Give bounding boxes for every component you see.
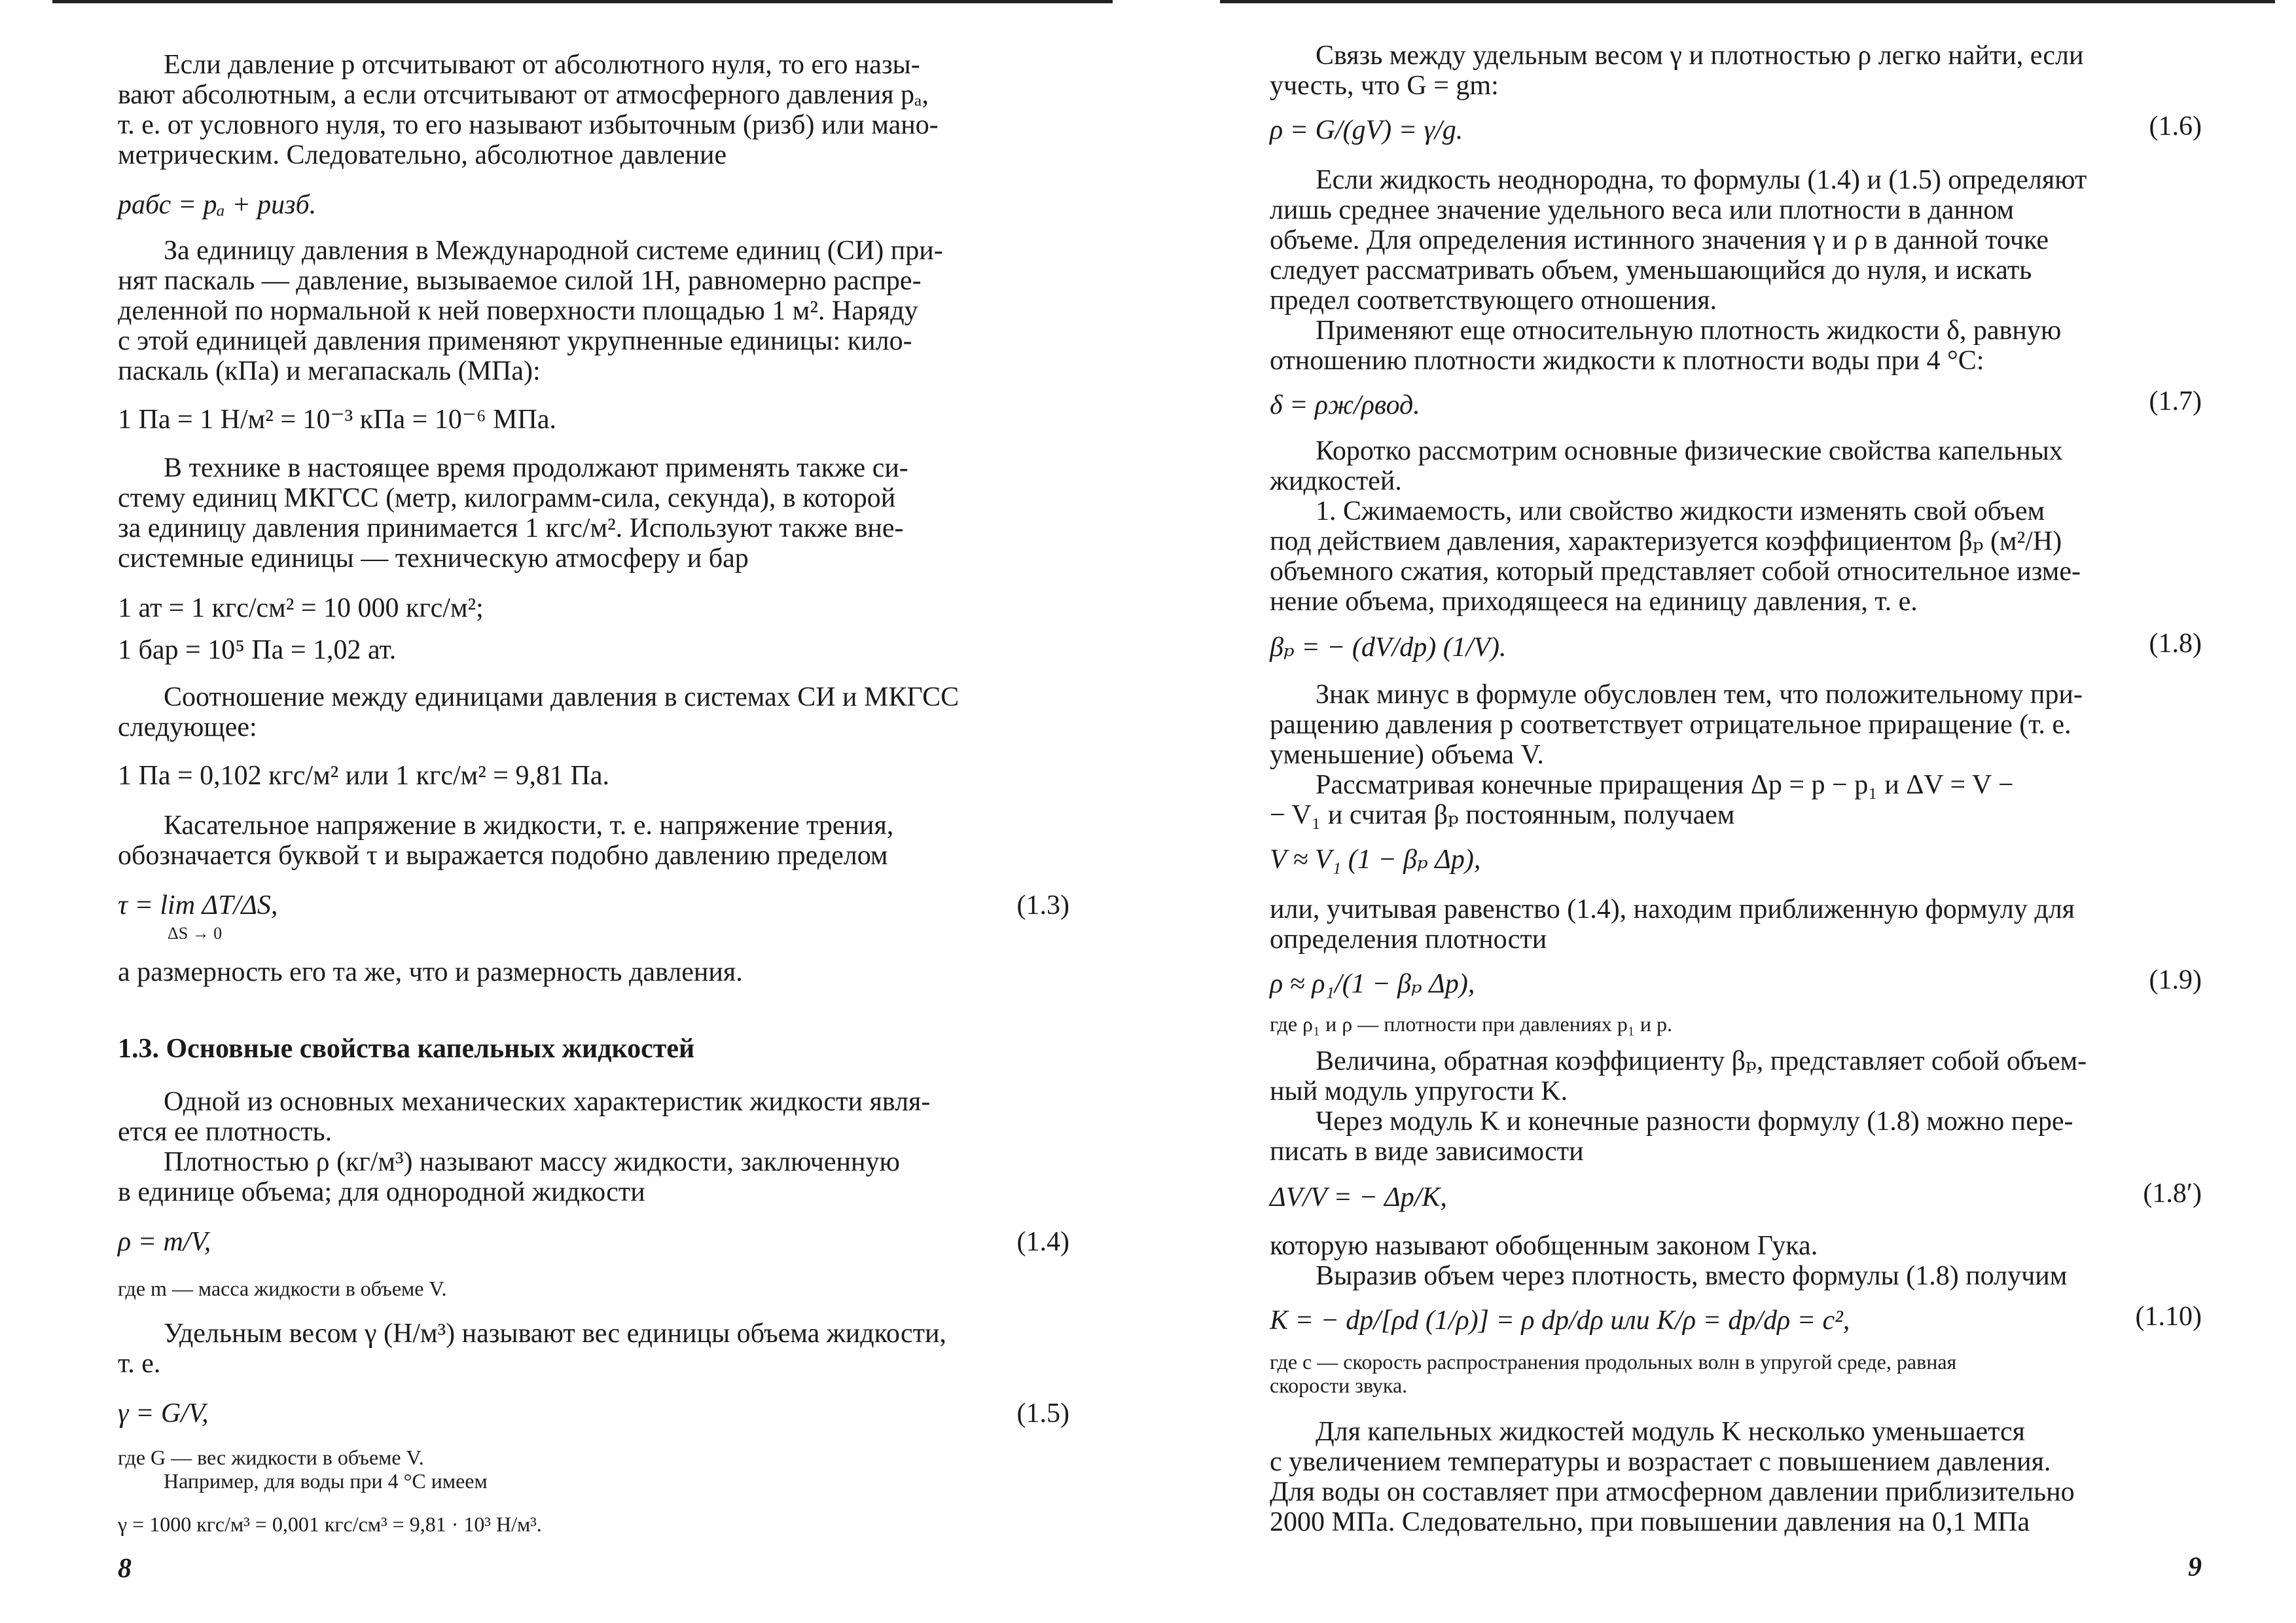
formula-line: pабс = pₐ + pизб. bbox=[118, 190, 317, 220]
equation-1-4: ρ = m/V, bbox=[118, 1227, 211, 1257]
text-line: Касательное напряжение в жидкости, т. е. напряжение трения, bbox=[164, 811, 894, 841]
text-line: Плотностью ρ (кг/м³) называют массу жидкости, заключенную bbox=[164, 1147, 900, 1177]
text-line: т. е. bbox=[118, 1349, 161, 1379]
text-line: − V₁ и считая βₚ постоянным, получаем bbox=[1270, 800, 1735, 830]
text-line: писать в виде зависимости bbox=[1270, 1137, 1584, 1167]
equation-1-3: τ = lim ΔT/ΔS, bbox=[118, 890, 278, 921]
footnote-line: где ρ₁ и ρ — плотности при давлениях p₁ и p. bbox=[1270, 1012, 1672, 1036]
text-line: Соотношение между единицами давления в системах СИ и МКГСС bbox=[164, 682, 960, 712]
equation-1-5: γ = G/V, bbox=[118, 1398, 209, 1429]
text-line: Знак минус в формуле обусловлен тем, что положительному при- bbox=[1316, 680, 2083, 710]
equation-number: (1.6) bbox=[2149, 111, 2202, 141]
text-line: а размерность его та же, что и размерность давления. bbox=[118, 957, 743, 987]
top-rule bbox=[1220, 0, 2275, 3]
footnote-line: γ = 1000 кгс/м³ = 0,001 кгс/см³ = 9,81 · 10³ Н/м³. bbox=[118, 1512, 542, 1536]
equation-1-7: δ = ρж/ρвод. bbox=[1270, 390, 1420, 420]
text-line: Одной из основных механических характеристик жидкости явля- bbox=[164, 1087, 931, 1117]
text-line: нят паскаль — давление, вызываемое силой 1Н, равномерно распре- bbox=[118, 266, 922, 296]
text-line: Рассматривая конечные приращения Δp = p − p₁ и ΔV = V − bbox=[1316, 770, 2014, 800]
top-rule bbox=[52, 0, 1113, 3]
text-line: т. е. от условного нуля, то его называют избыточным (pизб) или мано- bbox=[118, 110, 939, 140]
formula-line: 1 ат = 1 кгс/см² = 10 000 кгс/м²; bbox=[118, 593, 484, 623]
text-line: ращению давления p соответствует отрицательное приращение (т. е. bbox=[1270, 710, 2072, 740]
text-line: Для капельных жидкостей модуль K несколько уменьшается bbox=[1316, 1417, 2026, 1447]
text-line: отношению плотности жидкости к плотности воды при 4 °C: bbox=[1270, 346, 1984, 376]
text-line: Удельным весом γ (Н/м³) называют вес единицы объема жидкости, bbox=[164, 1319, 946, 1349]
text-line: с увеличением температуры и возрастает с повышением давления. bbox=[1270, 1447, 2051, 1477]
page-number: 9 bbox=[2188, 1552, 2202, 1582]
text-line: которую называют обобщенным законом Гука. bbox=[1270, 1231, 1818, 1261]
equation-number: (1.4) bbox=[1016, 1227, 1069, 1257]
text-line: паскаль (кПа) и мегапаскаль (МПа): bbox=[118, 356, 541, 386]
equation-number: (1.8′) bbox=[2143, 1178, 2202, 1209]
text-line: жидкостей. bbox=[1270, 466, 1402, 496]
equation-1-8: βₚ = − (dV/dp) (1/V). bbox=[1270, 632, 1507, 663]
text-line: деленной по нормальной к ней поверхности площадью 1 м². Наряду bbox=[118, 296, 918, 326]
limit-subscript: ΔS → 0 bbox=[168, 924, 223, 943]
text-line: лишь среднее значение удельного веса или плотности в данном bbox=[1270, 195, 2015, 225]
text-line: вают абсолютным, а если отсчитывают от атмосферного давления pₐ, bbox=[118, 80, 929, 110]
text-line: ный модуль упругости K. bbox=[1270, 1076, 1568, 1106]
text-line: Если давление p отсчитывают от абсолютного нуля, то его назы- bbox=[164, 50, 920, 80]
text-line: или, учитывая равенство (1.4), находим приближенную формулу для bbox=[1270, 894, 2075, 924]
equation-v-approx: V ≈ V₁ (1 − βₚ Δp), bbox=[1270, 845, 1481, 875]
text-line: обозначается буквой τ и выражается подобно давлению пределом bbox=[118, 841, 888, 871]
equation-number: (1.10) bbox=[2135, 1302, 2202, 1332]
page-number: 8 bbox=[118, 1554, 132, 1584]
text-line: системные единицы — техническую атмосферу и бар bbox=[118, 543, 749, 574]
text-line: ется ее плотность. bbox=[118, 1117, 332, 1147]
equation-number: (1.3) bbox=[1016, 890, 1069, 921]
text-line: Через модуль K и конечные разности формулу (1.8) можно пере- bbox=[1316, 1106, 2073, 1137]
text-line: Связь между удельным весом γ и плотностью ρ легко найти, если bbox=[1316, 41, 2084, 71]
equation-number: (1.5) bbox=[1016, 1398, 1069, 1429]
text-line: предел соответствующего отношения. bbox=[1270, 285, 1717, 316]
text-line: За единицу давления в Международной системе единиц (СИ) при- bbox=[164, 236, 943, 266]
formula-line: 1 бар = 10⁵ Па = 1,02 ат. bbox=[118, 635, 397, 665]
text-line: под действием давления, характеризуется коэффициентом βₚ (м²/Н) bbox=[1270, 526, 2062, 556]
text-line: объемного сжатия, который представляет собой относительное изме- bbox=[1270, 556, 2081, 587]
equation-number: (1.7) bbox=[2149, 386, 2202, 416]
text-line: метрическим. Следовательно, абсолютное давление bbox=[118, 140, 727, 170]
text-line: Применяют еще относительную плотность жидкости δ, равную bbox=[1316, 316, 2062, 346]
equation-1-9: ρ ≈ ρ₁/(1 − βₚ Δp), bbox=[1270, 969, 1475, 999]
text-line: 2000 МПа. Следовательно, при повышении давления на 0,1 МПа bbox=[1270, 1507, 2030, 1537]
section-heading: 1.3. Основные свойства капельных жидкостей bbox=[118, 1034, 695, 1064]
footnote-line: где G — вес жидкости в объеме V. bbox=[118, 1446, 424, 1469]
text-line: следует рассматривать объем, уменьшающийся до нуля, и искать bbox=[1270, 255, 2032, 285]
text-line: следующее: bbox=[118, 712, 257, 742]
footnote-line: Например, для воды при 4 °C имеем bbox=[164, 1469, 488, 1493]
footnote-line: скорости звука. bbox=[1270, 1374, 1408, 1397]
formula-line: 1 Па = 1 Н/м² = 10⁻³ кПа = 10⁻⁶ МПа. bbox=[118, 405, 556, 435]
text-line: стему единиц МКГСС (метр, килограмм-сила, секунда), в которой bbox=[118, 483, 896, 513]
text-line: Для воды он составляет при атмосферном давлении приблизительно bbox=[1270, 1477, 2075, 1507]
text-line: В технике в настоящее время продолжают применять также си- bbox=[164, 453, 908, 483]
text-line: объеме. Для определения истинного значения γ и ρ в данной точке bbox=[1270, 225, 2049, 255]
text-line: Если жидкость неоднородна, то формулы (1.4) и (1.5) определяют bbox=[1316, 165, 2087, 195]
right-page bbox=[1148, 0, 2296, 1623]
equation-number: (1.8) bbox=[2149, 629, 2202, 659]
text-line: Величина, обратная коэффициенту βₚ, представляет собой объем- bbox=[1316, 1046, 2087, 1076]
text-line: с этой единицей давления применяют укрупненные единицы: кило- bbox=[118, 326, 912, 356]
text-line: в единице объема; для однородной жидкости bbox=[118, 1177, 645, 1207]
text-line: учесть, что G = gm: bbox=[1270, 71, 1499, 101]
text-line: определения плотности bbox=[1270, 924, 1547, 955]
equation-number: (1.9) bbox=[2149, 965, 2202, 995]
equation-1-8-prime: ΔV/V = − Δp/K, bbox=[1270, 1182, 1447, 1213]
text-line: за единицу давления принимается 1 кгс/м². Используют также вне- bbox=[118, 513, 904, 543]
text-line: Выразив объем через плотность, вместо формулы (1.8) получим bbox=[1316, 1261, 2068, 1291]
footnote-line: где c — скорость распространения продольных волн в упругой среде, равная bbox=[1270, 1350, 1957, 1374]
text-line: нение объема, приходящееся на единицу давления, т. е. bbox=[1270, 587, 1918, 617]
formula-line: 1 Па = 0,102 кгс/м² или 1 кгс/м² = 9,81 Па. bbox=[118, 761, 609, 791]
text-line: Коротко рассмотрим основные физические свойства капельных bbox=[1316, 436, 2063, 466]
footnote-line: где m — масса жидкости в объеме V. bbox=[118, 1277, 447, 1300]
text-line: 1. Сжимаемость, или свойство жидкости изменять свой объем bbox=[1316, 496, 2045, 526]
text-line: уменьшение) объема V. bbox=[1270, 740, 1544, 770]
equation-1-6: ρ = G/(gV) = γ/g. bbox=[1270, 115, 1463, 145]
equation-1-10: K = − dp/[ρd (1/ρ)] = ρ dp/dρ или K/ρ = dp/dρ = c², bbox=[1270, 1305, 1850, 1336]
